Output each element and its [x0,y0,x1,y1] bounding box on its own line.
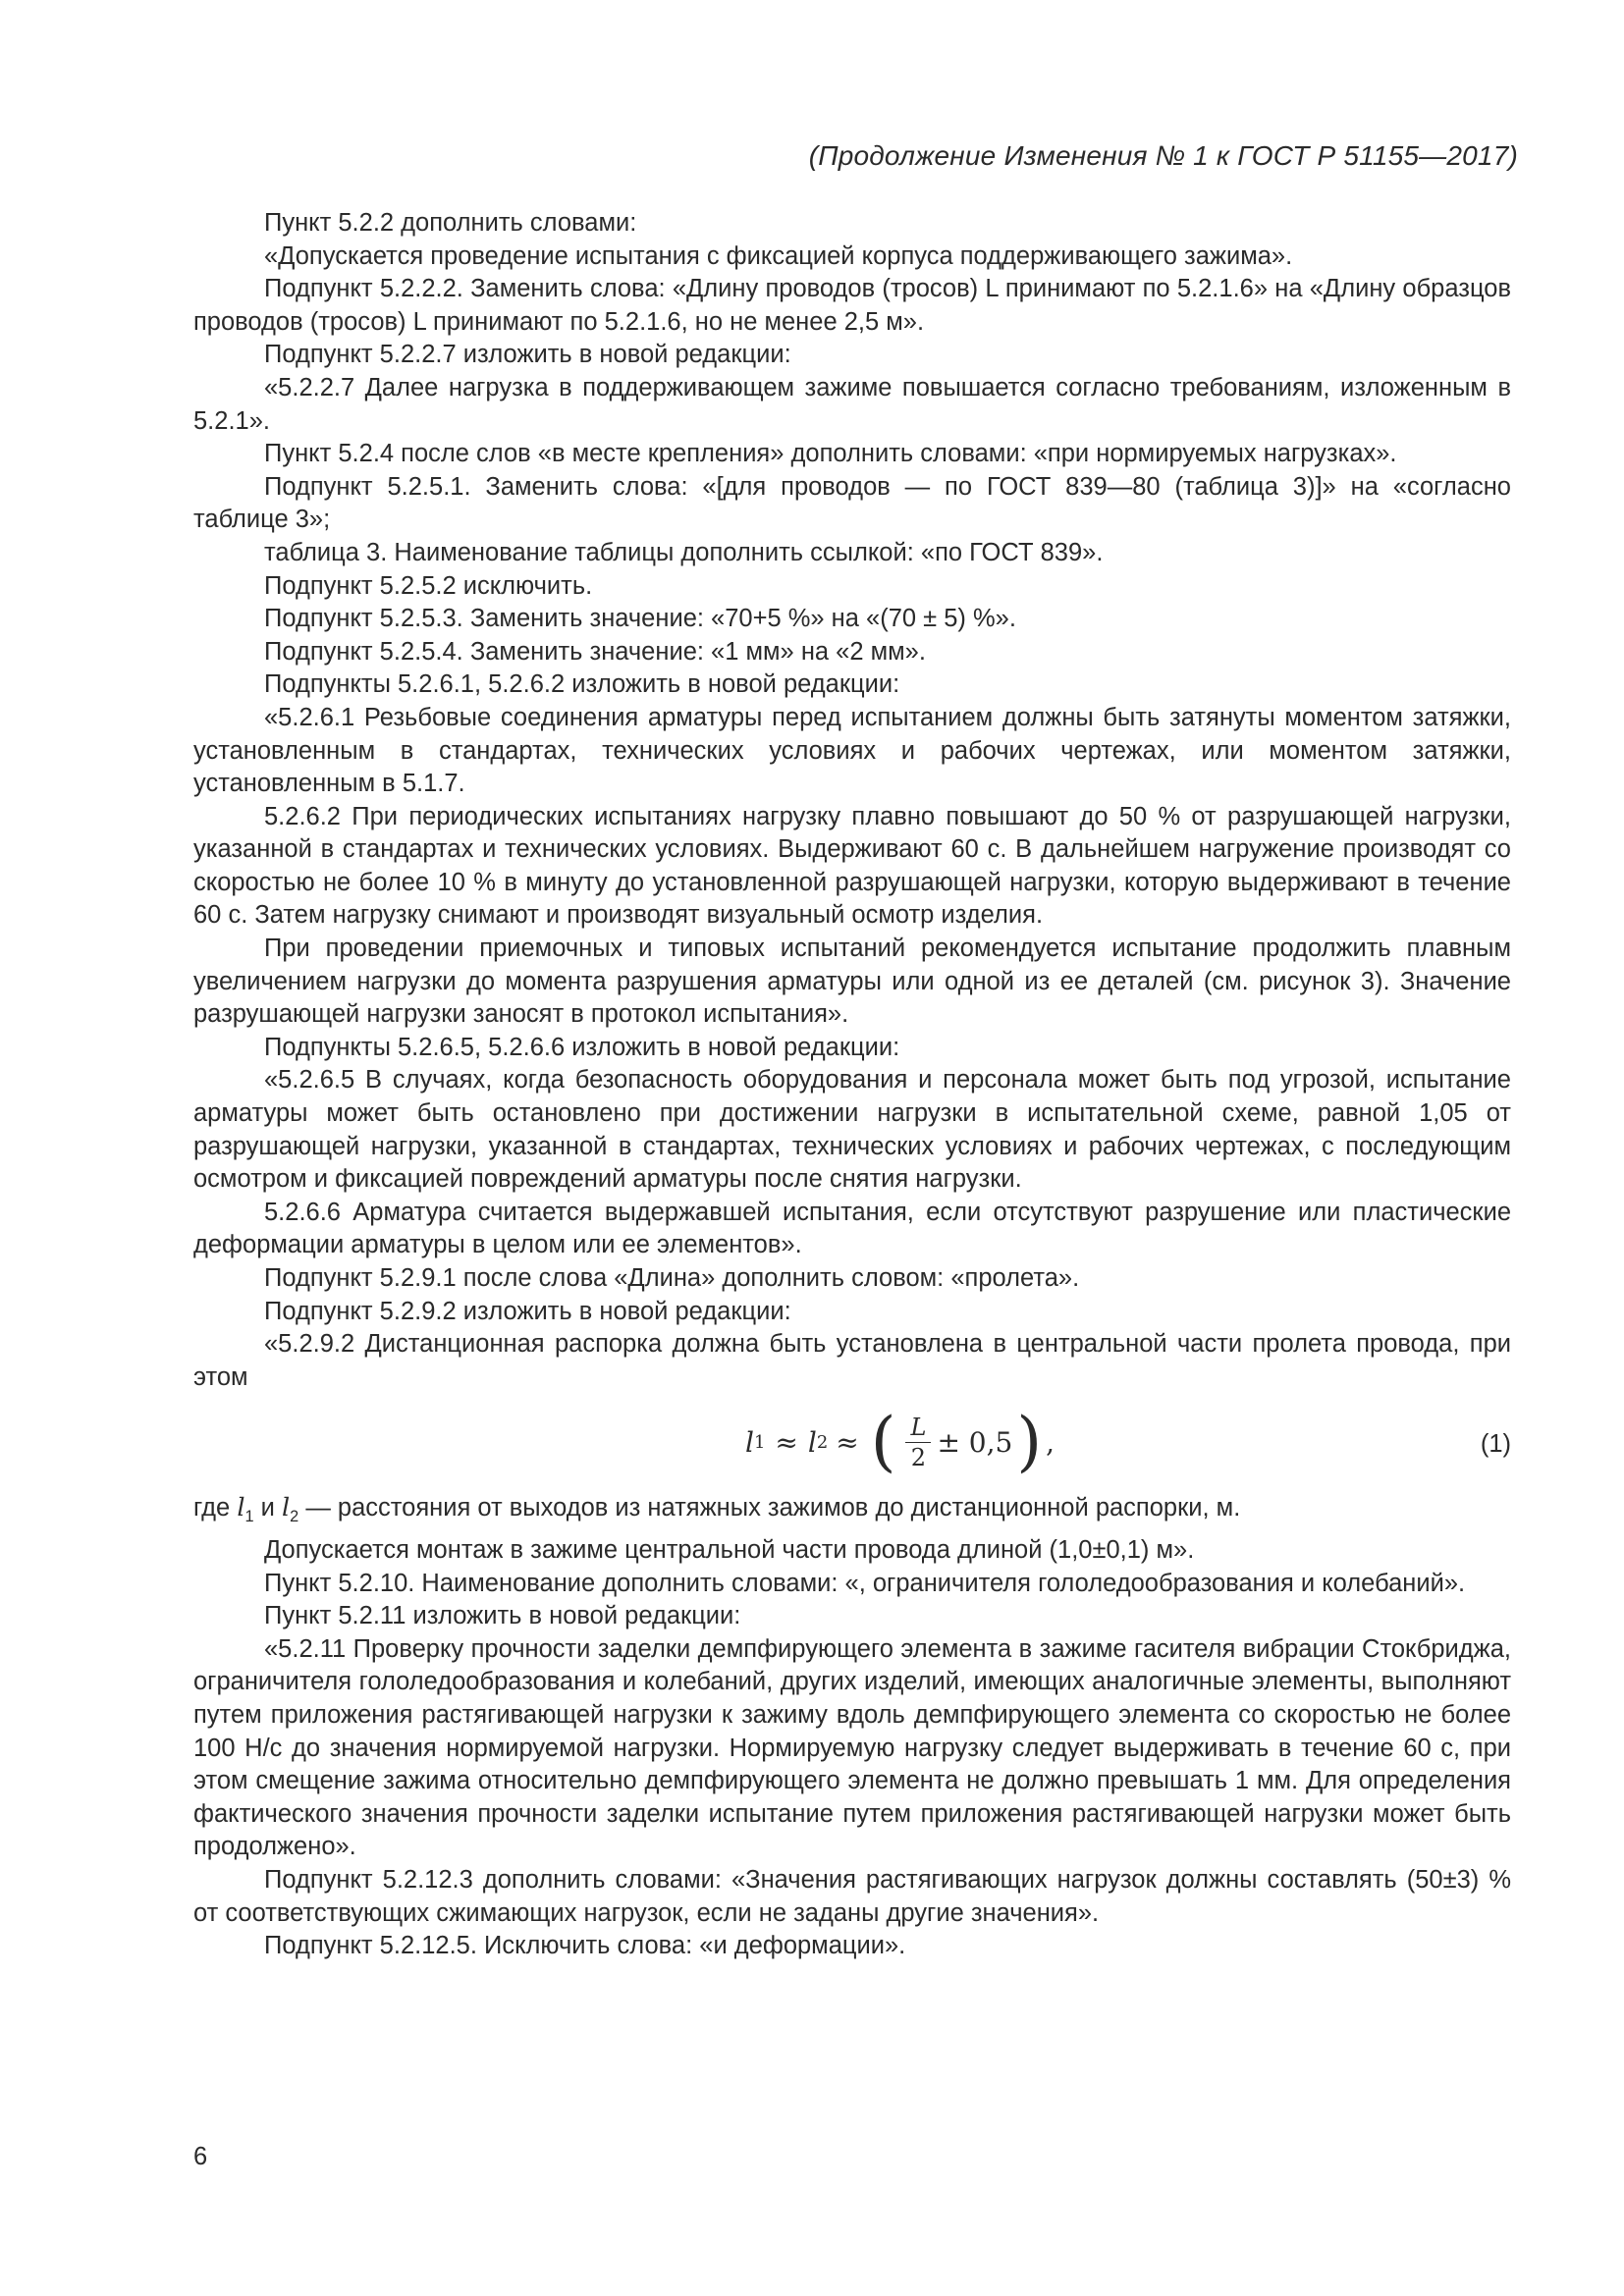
paragraph: Допускается монтаж в зажиме центральной части провода длиной (1,0±0,1) м». [264,1536,1195,1565]
paragraph: Подпункт 5.2.12.5. Исключить слова: «и деформации». [264,1932,906,1960]
formula-l1-sub: 1 [753,1431,766,1453]
formula-approx-2: ≈ [836,1425,859,1459]
formula-fraction [905,1415,931,1470]
formula-approx-1: ≈ [775,1425,798,1459]
formula-trail: , [1046,1425,1055,1459]
where-var2-sub: 2 [290,1508,299,1526]
paragraph: Подпункт 5.2.2.2. Заменить слова: «Длину проводов (тросов) L принимают по 5.2.1.6» на «Длину образцов проводов (тросов) L принимают по 5.2.1.6, но не менее 2,5 м». [193,275,1511,336]
paragraph: «5.2.11 Проверку прочности заделки демпфирующего элемента в зажиме гасителя вибрации Стокбриджа, ограничителя гололедообразования и колебаний, других изделий, имеющих аналогичные элементы, выполняют путем приложения растягивающей нагрузки к зажиму вдоль демпфирующего элемента со скоростью не более 100 Н/с до значения нормируемой нагрузки. Нормируемую нагрузку следует выдерживать в течение 60 с, при этом смещение зажима относительно демпфирующего элемента не должно превышать 1 мм. Для определения фактического значения прочности заделки испытание путем приложения растягивающей нагрузки может быть продолжено». [193,1634,1511,1861]
formula-expression [745,1404,1055,1480]
formula-l1: l [745,1425,754,1459]
formula-paren-close: ) [1016,1404,1043,1480]
paragraph: Подпункт 5.2.12.3 дополнить словами: «Значения растягивающих нагрузок должны составлять (50±3) % от соответствующих сжимающих нагрузок, если не заданы другие значения». [193,1866,1511,1927]
paragraph: Подпункт 5.2.5.3. Заменить значение: «70+5 %» на «(70 ± 5) %». [264,605,1016,633]
paragraph: При проведении приемочных и типовых испытаний рекомендуется испытание продолжить плавным увеличением нагрузки до момента разрушения арматуры или одной из ее деталей (см. рисунок 3). Значение разрушающей нагрузки заносят в протокол испытания». [193,934,1511,1029]
paragraph: Подпункты 5.2.6.1, 5.2.6.2 изложить в новой редакции: [264,670,900,699]
paragraph: «5.2.9.2 Дистанционная распорка должна быть установлена в центральной части пролета провода, при этом [193,1330,1511,1391]
where-line [193,1492,1511,1534]
formula-fraction-numerator: L [910,1413,927,1441]
formula-l2: l [807,1425,817,1459]
formula-number: (1) [1480,1430,1511,1459]
paragraph: Пункт 5.2.11 изложить в новой редакции: [264,1602,741,1630]
paragraph: 5.2.6.2 При периодических испытаниях нагрузку плавно повышают до 50 % от разрушающей нагрузки, указанной в стандартах и технических условиях. Выдерживают 60 с. В дальнейшем нагружение производят со скоростью не более 10 % в минуту до установленной разрушающей нагрузки, которую выдерживают в течение 60 с. Затем нагрузку снимают и производят визуальный осмотр изделия. [193,802,1511,930]
paragraph: Подпункт 5.2.5.1. Заменить слова: «[для проводов — по ГОСТ 839—80 (таблица 3)]» на «согласно таблице 3»; [193,472,1511,534]
formula-l2-sub: 2 [816,1431,829,1453]
formula-paren-open: ( [870,1404,896,1480]
paragraph: Подпункт 5.2.5.2 исключить. [264,571,593,600]
where-var1: l [237,1493,245,1523]
where-conj: и [260,1494,275,1522]
where-var1-sub: 1 [244,1508,254,1526]
formula-fraction-denominator: 2 [910,1443,927,1471]
document-body [193,207,1511,1963]
paragraph: таблица 3. Наименование таблицы дополнить ссылкой: «по ГОСТ 839». [264,538,1104,566]
running-header: (Продолжение Изменения № 1 к ГОСТ Р 51155—2017) [808,140,1518,171]
where-rest: — расстояния от выходов из натяжных зажимов до дистанционной распорки, м. [305,1494,1241,1522]
paragraph: 5.2.6.6 Арматура считается выдержавшей испытания, если отсутствуют разрушение или пластические деформации арматуры в целом или ее элементов». [193,1198,1511,1259]
paragraph: Подпункт 5.2.9.2 изложить в новой редакции: [264,1297,791,1325]
formula-pm-value: ± 0,5 [937,1425,1013,1459]
paragraph: «5.2.6.5 В случаях, когда безопасность оборудования и персонала может быть под угрозой, испытание арматуры может быть остановлено при достижении нагрузки в испытательной схеме, равной 1,05 от разрушающей нагрузки, указанной в стандартах, технических условиях и рабочих чертежах, с последующим осмотром и фиксацией повреждений арматуры после снятия нагрузки. [193,1066,1511,1194]
paragraph: Пункт 5.2.4 после слов «в месте крепления» дополнить словами: «при нормируемых нагрузках». [264,440,1397,468]
paragraph: «Допускается проведение испытания с фиксацией корпуса поддерживающего зажима». [264,241,1293,270]
paragraph: Пункт 5.2.10. Наименование дополнить словами: «, ограничителя гололедообразования и колебаний». [264,1569,1466,1597]
page-number: 6 [193,2143,208,2170]
paragraph: Пункт 5.2.2 дополнить словами: [264,209,637,237]
paragraph: Подпункт 5.2.9.1 после слова «Длина» дополнить словом: «пролета». [264,1264,1080,1292]
paragraph: «5.2.6.1 Резьбовые соединения арматуры перед испытанием должны быть затянуты моментом затяжки, установленным в стандартах, технических условиях и рабочих чертежах, или моментом затяжки, установленным в 5.1.7. [193,703,1511,798]
paragraph: Подпункт 5.2.5.4. Заменить значение: «1 мм» на «2 мм». [264,637,926,666]
formula-1 [193,1398,1511,1488]
paragraph: Подпункты 5.2.6.5, 5.2.6.6 изложить в новой редакции: [264,1033,900,1061]
paragraph: «5.2.2.7 Далее нагрузка в поддерживающем зажиме повышается согласно требованиям, изложенным в 5.2.1». [193,373,1511,435]
paragraph: Подпункт 5.2.2.7 изложить в новой редакции: [264,341,791,369]
where-var2: l [281,1493,291,1523]
where-lead: где [193,1494,231,1522]
formula-fraction-bar [905,1442,931,1443]
